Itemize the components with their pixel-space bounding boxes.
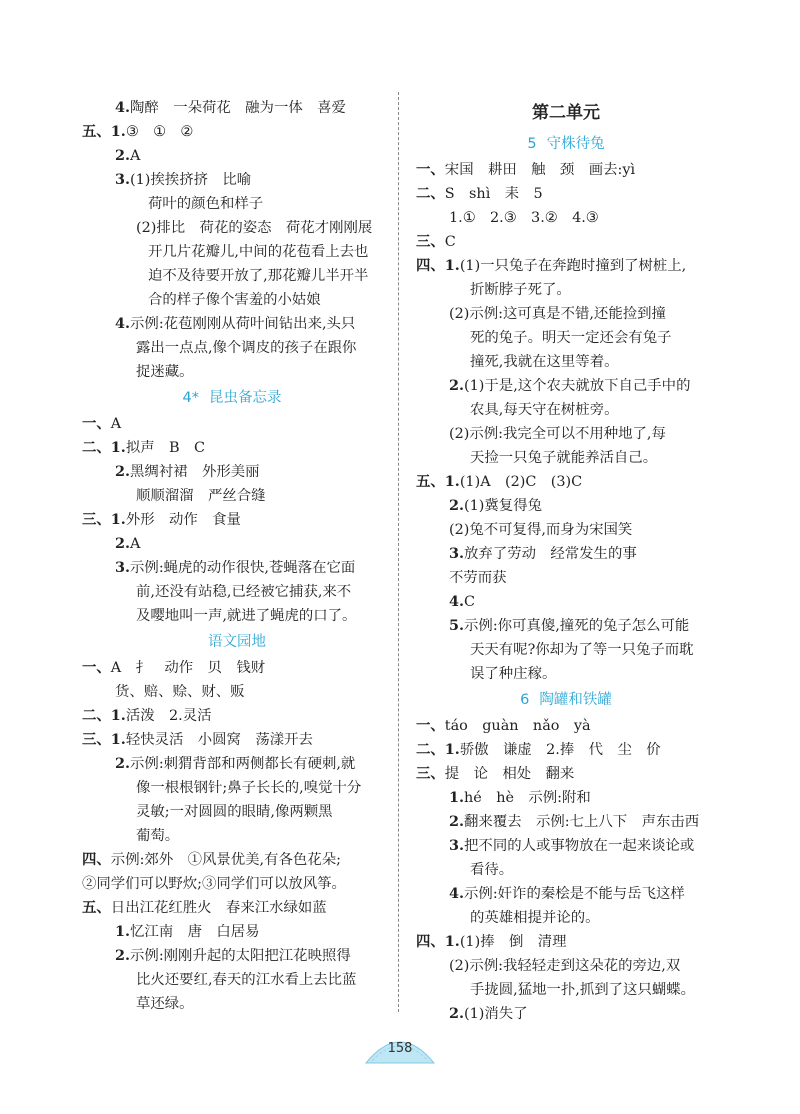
- answer-text: 农具,每天守在树桩旁。: [470, 402, 619, 418]
- answer-text: 草还绿。: [136, 996, 194, 1012]
- answer-text: 示例:刚刚升起的太阳把江花映照得: [130, 948, 351, 964]
- answer-line: [82, 944, 382, 968]
- answer-line: [416, 614, 716, 638]
- answer-line: [82, 508, 382, 532]
- answer-text: 露出一点点,像个调皮的孩子在跟你: [136, 340, 357, 356]
- answer-text: 陶醉 一朵荷花 融为一体 喜爱: [130, 100, 346, 116]
- answer-line: [82, 312, 382, 336]
- answer-line: [82, 460, 382, 484]
- answer-text: C: [464, 594, 476, 610]
- answer-text: 天捡一只兔子就能养活自己。: [470, 450, 658, 466]
- question-number: 2.: [115, 535, 131, 552]
- answer-text: 不劳而获: [449, 570, 507, 586]
- left-column: [82, 96, 382, 1016]
- answer-text: (2)示例:这可真是不错,还能捡到撞: [449, 306, 666, 322]
- column-divider: [398, 92, 399, 1012]
- question-number: 五、: [82, 899, 111, 916]
- question-number: 二、1.: [416, 741, 460, 758]
- answer-text: 示例:蝇虎的动作很快,苍蝇落在它面: [130, 560, 356, 576]
- answer-text: 放弃了劳动 经常发生的事: [464, 546, 637, 562]
- question-number: 3.: [115, 559, 131, 576]
- answer-line: [416, 638, 716, 662]
- answer-line: [416, 786, 716, 810]
- answer-line: [416, 1002, 716, 1026]
- answer-text: 顺顺溜溜 严丝合缝: [136, 488, 266, 504]
- lesson-heading: [416, 130, 716, 158]
- answer-line: [82, 580, 382, 604]
- answer-text: 忆江南 唐 白居易: [130, 924, 260, 940]
- question-number: 1.: [449, 789, 465, 806]
- answer-line: [416, 566, 716, 590]
- question-number: 三、: [416, 765, 445, 782]
- question-number: 五、1.: [82, 123, 126, 140]
- answer-line: [82, 752, 382, 776]
- answer-line: [416, 182, 716, 206]
- answer-text: 像一根根钢针;鼻子长长的,嗅觉十分: [136, 780, 362, 796]
- question-number: 3.: [115, 171, 131, 188]
- answer-line: [82, 728, 382, 752]
- lesson-heading: [82, 384, 382, 412]
- answer-line: [82, 992, 382, 1016]
- answer-text: 把不同的人或事物放在一起来谈论或: [464, 838, 695, 854]
- answer-line: [82, 240, 382, 264]
- answer-line: [416, 858, 716, 882]
- question-number: 二、1.: [82, 439, 126, 456]
- answer-line: [416, 470, 716, 494]
- question-number: 2.: [115, 947, 131, 964]
- lesson-number: 4*: [182, 390, 199, 406]
- answer-line: [82, 776, 382, 800]
- lesson-title: 语文园地: [208, 634, 266, 650]
- answer-line: [82, 604, 382, 628]
- answer-text: (1)一只兔子在奔跑时撞到了树桩上,: [459, 258, 687, 274]
- answer-text: 外形 动作 食量: [125, 512, 241, 528]
- answer-text: 骄傲 谦虚 2.捧 代 尘 价: [459, 742, 661, 758]
- answer-text: (1)冀复得兔: [464, 498, 542, 514]
- lesson-heading: [82, 628, 382, 656]
- question-number: 一、: [416, 717, 445, 734]
- answer-text: 日出江花红胜火 春来江水绿如蓝: [110, 900, 327, 916]
- question-number: 2.: [449, 497, 465, 514]
- answer-text: 灵敏;一对圆圆的眼睛,像两颗黑: [136, 804, 333, 820]
- answer-line: [82, 824, 382, 848]
- question-number: 4.: [115, 99, 131, 116]
- answer-line: [82, 556, 382, 580]
- answer-line: [416, 738, 716, 762]
- answer-text: táo guàn nǎo yà: [444, 718, 591, 734]
- answer-text: 黑绸衬裙 外形美丽: [130, 464, 260, 480]
- answer-text: 拟声 B C: [125, 440, 205, 456]
- answer-line: [82, 872, 382, 896]
- answer-line: [416, 206, 716, 230]
- answer-line: [82, 168, 382, 192]
- question-number: 3.: [449, 545, 465, 562]
- answer-text: 迫不及待要开放了,那花瓣儿半开半: [148, 268, 369, 284]
- question-number: 2.: [449, 813, 465, 830]
- answer-text: 示例:刺猬背部和两侧都长有硬刺,就: [130, 756, 356, 772]
- question-number: 2.: [449, 377, 465, 394]
- answer-text: 荷叶的颜色和样子: [148, 196, 264, 212]
- answer-text: 葡萄。: [136, 828, 180, 844]
- answer-text: 示例:郊外 ①风景优美,有各色花朵;: [110, 852, 341, 868]
- answer-text: 示例:你可真傻,撞死的兔子怎么可能: [464, 618, 690, 634]
- answer-text: 看待。: [470, 862, 514, 878]
- answer-line: [82, 484, 382, 508]
- lesson-number: 6: [520, 692, 530, 708]
- answer-text: 1.① 2.③ 3.② 4.③: [449, 210, 599, 226]
- answer-line: [82, 412, 382, 436]
- answer-text: 天天有呢?你却为了等一只兔子而耽: [470, 642, 694, 658]
- question-number: 3.: [449, 837, 465, 854]
- answer-text: 比火还要红,春天的江水看上去比蓝: [136, 972, 357, 988]
- answer-text: 轻快灵活 小圆窝 荡漾开去: [125, 732, 313, 748]
- answer-text: 活泼 2.灵活: [125, 708, 212, 724]
- question-number: 一、: [416, 161, 445, 178]
- question-number: 2.: [449, 1005, 465, 1022]
- answer-text: A 扌 动作 贝 钱财: [110, 660, 266, 676]
- answer-line: [82, 288, 382, 312]
- answer-text: hé hè 示例:附和: [464, 790, 591, 806]
- answer-text: A: [130, 148, 141, 164]
- answer-line: [416, 882, 716, 906]
- answer-line: [416, 326, 716, 350]
- question-number: 四、: [82, 851, 111, 868]
- answer-line: [416, 906, 716, 930]
- question-number: 三、: [416, 233, 445, 250]
- question-number: 二、: [416, 185, 445, 202]
- answer-line: [82, 436, 382, 460]
- question-number: 2.: [115, 147, 131, 164]
- answer-line: [416, 518, 716, 542]
- lesson-number: 5: [527, 136, 537, 152]
- answer-line: [416, 446, 716, 470]
- question-number: 二、1.: [82, 707, 126, 724]
- answer-line: [416, 714, 716, 738]
- question-number: 五、1.: [416, 473, 460, 490]
- answer-text: 开几片花瓣儿,中间的花苞看上去也: [148, 244, 369, 260]
- answer-text: 翻来覆去 示例:七上八下 声东击西: [464, 814, 700, 830]
- answer-text: 示例:花苞刚刚从荷叶间钻出来,头只: [130, 316, 356, 332]
- answer-line: [82, 144, 382, 168]
- lesson-heading: [416, 686, 716, 714]
- answer-line: [416, 422, 716, 446]
- answer-line: [82, 532, 382, 556]
- answer-line: [416, 834, 716, 858]
- answer-line: [82, 192, 382, 216]
- answer-text: A: [110, 416, 122, 432]
- answer-line: [82, 336, 382, 360]
- question-number: 4.: [449, 885, 465, 902]
- answer-text: ②同学们可以野炊;③同学们可以放风筝。: [82, 876, 346, 892]
- question-number: 2.: [115, 755, 131, 772]
- answer-text: (1)消失了: [464, 1006, 528, 1022]
- answer-text: 前,还没有站稳,已经被它捕获,来不: [136, 584, 352, 600]
- answer-text: 及嘤地叫一声,就进了蝇虎的口了。: [136, 608, 357, 624]
- answer-text: 误了种庄稼。: [470, 666, 557, 682]
- answer-line: [416, 978, 716, 1002]
- answer-line: [82, 360, 382, 384]
- answer-text: 捉迷藏。: [136, 364, 194, 380]
- answer-text: 合的样子像个害羞的小姑娘: [148, 292, 321, 308]
- answer-line: [416, 662, 716, 686]
- answer-line: [82, 656, 382, 680]
- answer-text: 宋国 耕田 触 颈 画去:yì: [444, 162, 636, 178]
- answer-line: [82, 896, 382, 920]
- answer-line: [416, 158, 716, 182]
- answer-line: [416, 930, 716, 954]
- question-number: 5.: [449, 617, 465, 634]
- answer-line: [82, 96, 382, 120]
- question-number: 2.: [115, 463, 131, 480]
- answer-line: [416, 398, 716, 422]
- answer-text: C: [444, 234, 456, 250]
- answer-text: 提 论 相处 翻来: [444, 766, 575, 782]
- lesson-title: 陶罐和铁罐: [539, 692, 612, 708]
- question-number: 三、1.: [82, 731, 126, 748]
- answer-text: (2)兔不可复得,而身为宋国笑: [449, 522, 633, 538]
- answer-line: [82, 120, 382, 144]
- answer-line: [416, 762, 716, 786]
- unit-title: 第二单元: [532, 103, 600, 123]
- answer-text: (1)A (2)C (3)C: [459, 474, 583, 490]
- answer-text: 货、赔、赊、财、贩: [115, 684, 245, 700]
- answer-line: [82, 848, 382, 872]
- answer-line: [416, 542, 716, 566]
- answer-text: (2)示例:我轻轻走到这朵花的旁边,双: [449, 958, 681, 974]
- answer-text: (2)排比 荷花的姿态 荷花才刚刚展: [136, 220, 373, 236]
- answer-line: [416, 810, 716, 834]
- answer-text: 示例:奸诈的秦桧是不能与岳飞这样: [464, 886, 685, 902]
- question-number: 四、1.: [416, 933, 460, 950]
- question-number: 4.: [115, 315, 131, 332]
- question-number: 一、: [82, 659, 111, 676]
- answer-line: [416, 494, 716, 518]
- answer-line: [82, 680, 382, 704]
- question-number: 4.: [449, 593, 465, 610]
- answer-text: 撞死,我就在这里等着。: [470, 354, 619, 370]
- answer-text: 死的兔子。明天一定还会有兔子: [470, 330, 672, 346]
- answer-line: [416, 254, 716, 278]
- answer-text: ③ ① ②: [125, 124, 194, 140]
- answer-line: [82, 968, 382, 992]
- answer-line: [82, 704, 382, 728]
- page-number-badge: [364, 1029, 436, 1069]
- answer-text: (1)捧 倒 清理: [459, 934, 567, 950]
- answer-line: [416, 954, 716, 978]
- answer-line: [416, 230, 716, 254]
- answer-text: 折断脖子死了。: [470, 282, 571, 298]
- answer-text: 手拢圆,猛地一扑,抓到了这只蝴蝶。: [470, 982, 696, 998]
- right-column: [416, 96, 716, 1026]
- answer-text: A: [130, 536, 141, 552]
- page-number: 158: [387, 1041, 413, 1056]
- answer-text: S shì 耒 5: [444, 186, 543, 202]
- answer-line: [416, 278, 716, 302]
- question-number: 四、1.: [416, 257, 460, 274]
- lesson-title: 守株待兔: [546, 136, 605, 152]
- question-number: 1.: [115, 923, 131, 940]
- answer-line: [416, 590, 716, 614]
- answer-text: (2)示例:我完全可以不用种地了,每: [449, 426, 666, 442]
- answer-text: 的英雄相提并论的。: [470, 910, 600, 926]
- question-number: 一、: [82, 415, 111, 432]
- answer-line: [416, 350, 716, 374]
- answer-line: [416, 374, 716, 398]
- answer-line: [416, 302, 716, 326]
- answer-text: (1)于是,这个农夫就放下自己手中的: [464, 378, 691, 394]
- question-number: 三、1.: [82, 511, 126, 528]
- answer-line: [82, 920, 382, 944]
- lesson-title: 昆虫备忘录: [208, 390, 282, 406]
- answer-line: [82, 800, 382, 824]
- answer-line: [82, 264, 382, 288]
- answer-line: [82, 216, 382, 240]
- answer-text: (1)挨挨挤挤 比喻: [130, 172, 252, 188]
